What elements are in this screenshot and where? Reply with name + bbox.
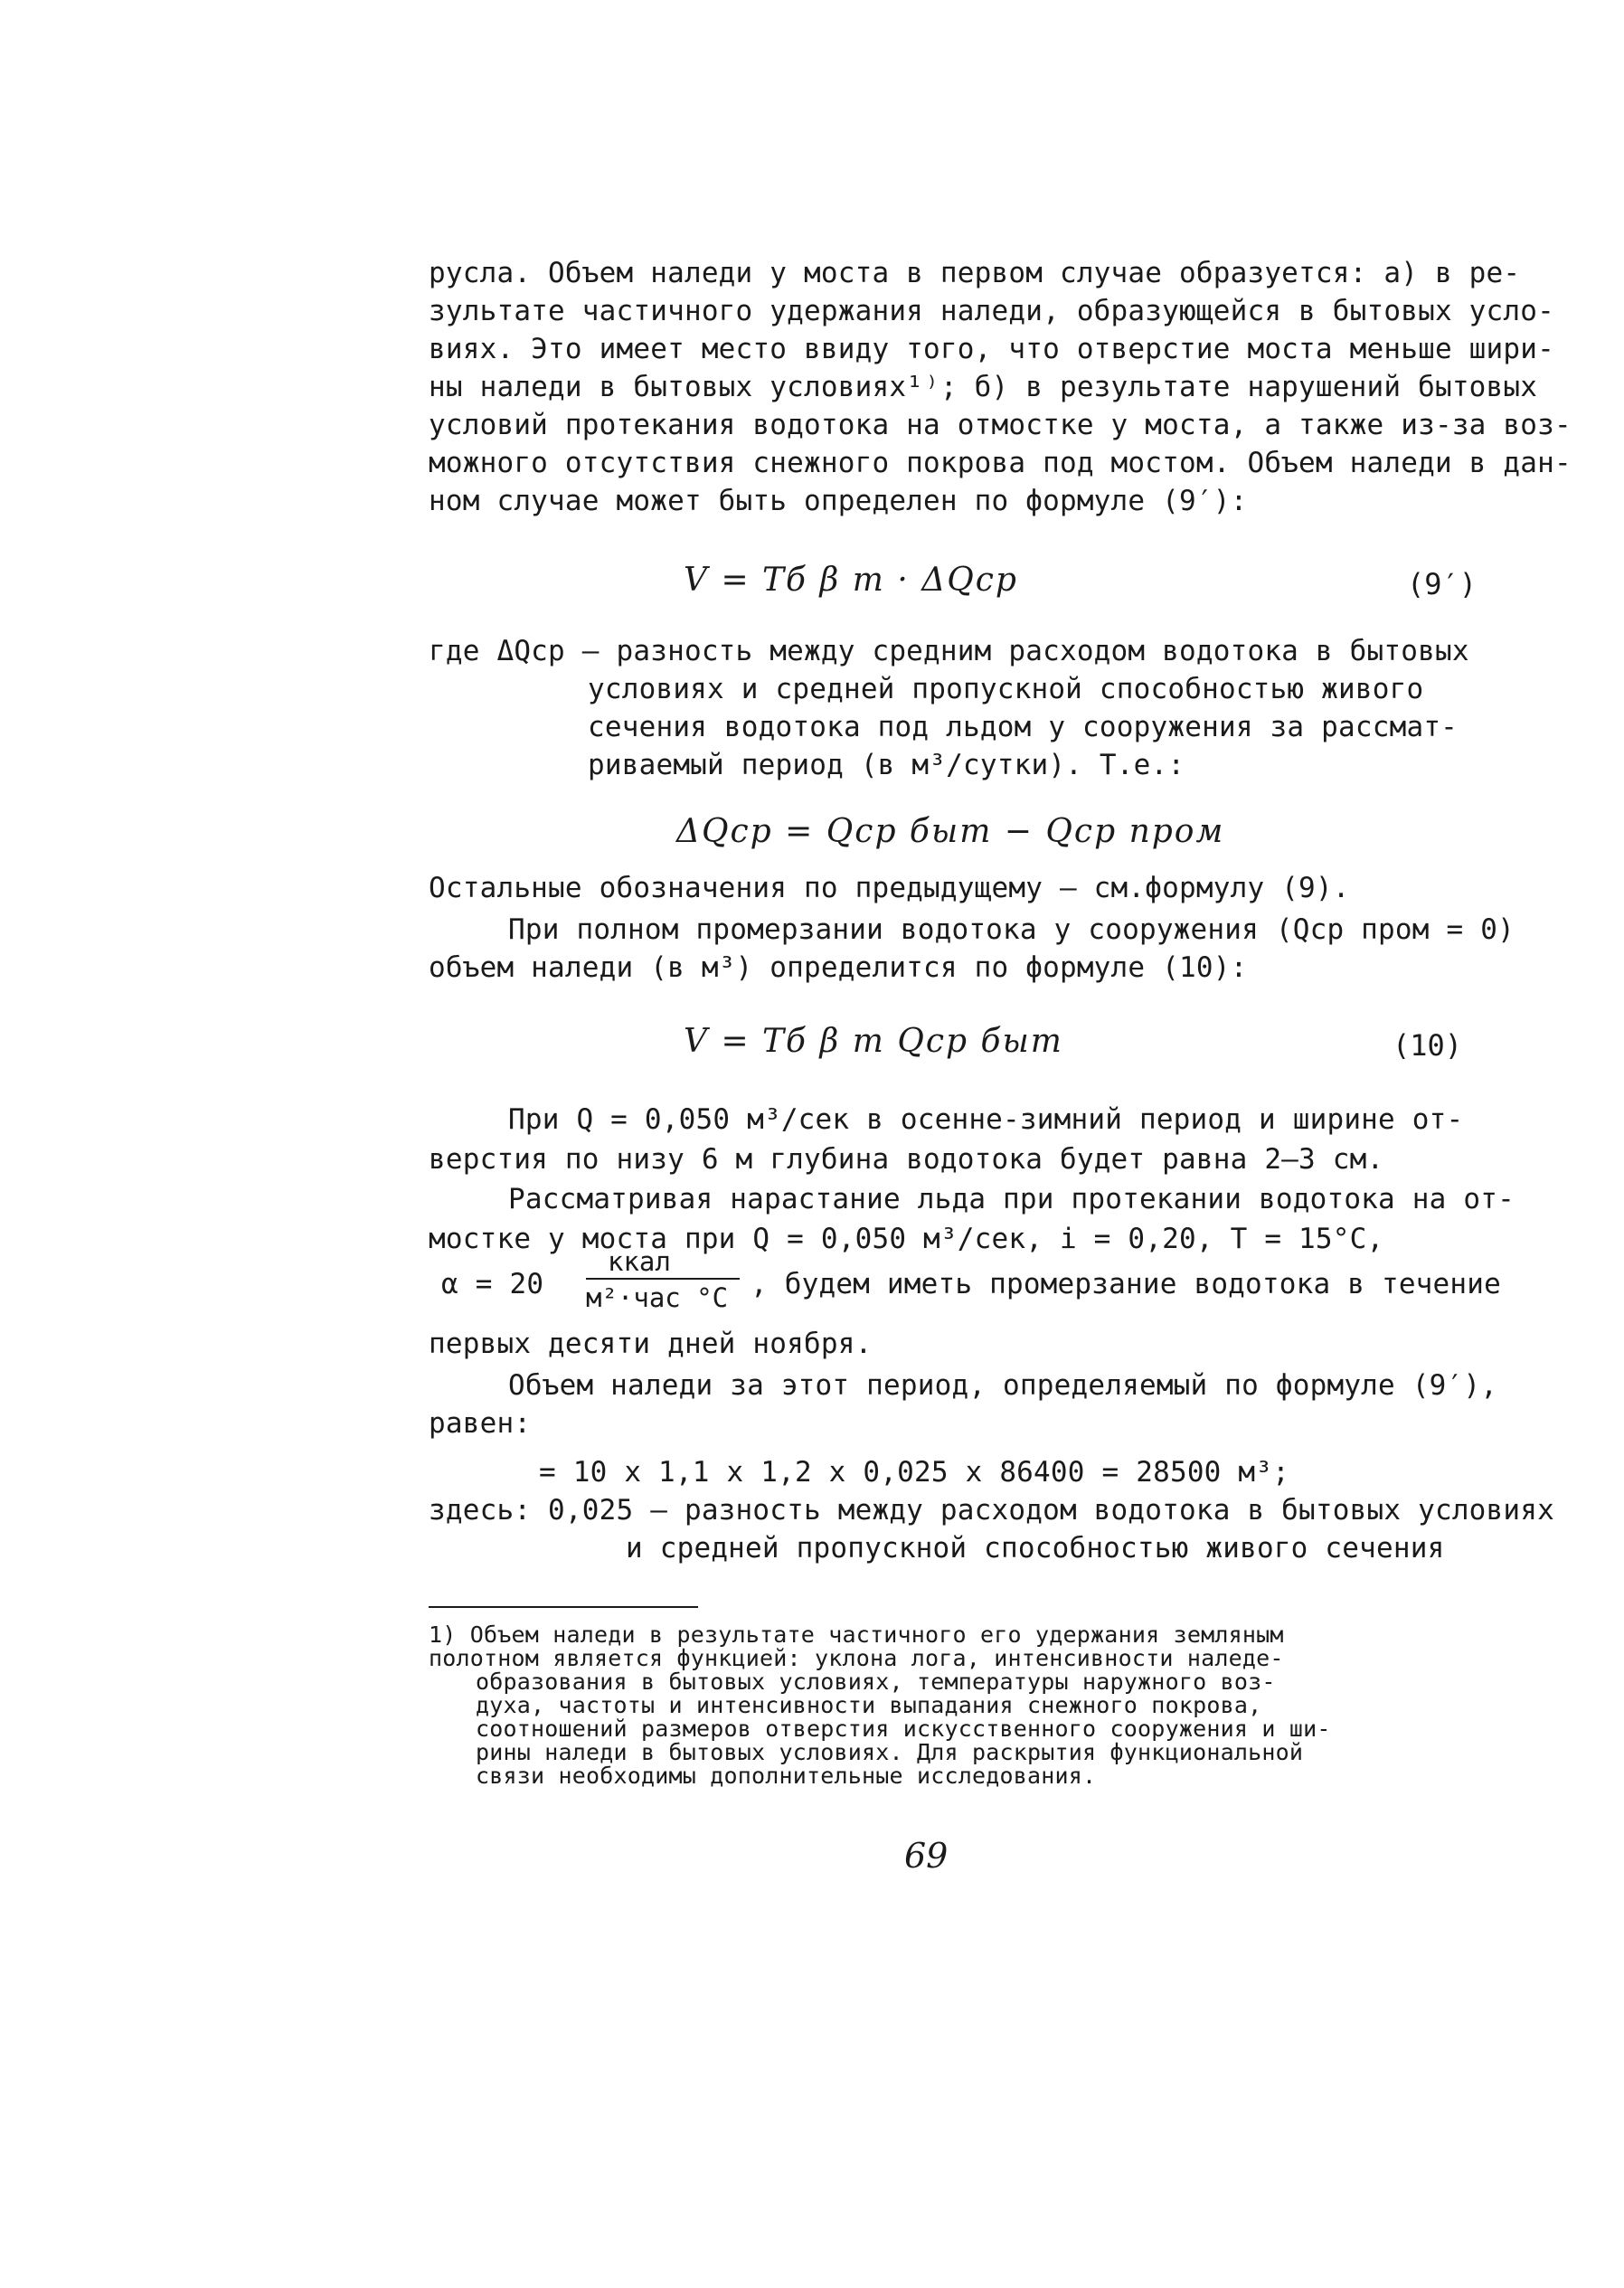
- equation-number: (10): [1393, 1028, 1463, 1063]
- alpha-label: α = 20: [441, 1268, 544, 1300]
- text-line: здесь: 0,025 – разность между расходом водотока в бытовых условиях: [429, 1494, 1554, 1527]
- text-line: условий протекания водотока на отмостке у моста, а также из-за воз-: [429, 409, 1572, 441]
- text-line: риваемый период (в м³/сутки). Т.е.:: [588, 749, 1185, 781]
- footnote-line: образования в бытовых условиях, температуры наружного воз-: [476, 1669, 1276, 1695]
- footnote-line: рины наледи в бытовых условиях. Для раскрытия функциональной: [476, 1739, 1304, 1765]
- text-line: ном случае может быть определен по формуле (9′):: [429, 485, 1248, 517]
- text-line: можного отсутствия снежного покрова под мостом. Объем наледи в дан-: [429, 447, 1572, 479]
- text-line: где ΔQср – разность между средним расходом водотока в бытовых: [429, 635, 1469, 667]
- footnote-separator: [429, 1606, 698, 1608]
- fraction-denominator: м²·час °С: [586, 1282, 729, 1313]
- page-number: 69: [904, 1836, 949, 1876]
- equation-number: (9′): [1407, 567, 1478, 601]
- text-line: равен:: [429, 1407, 532, 1440]
- text-line: Остальные обозначения по предыдущему – см.формулу (9).: [429, 872, 1350, 904]
- text-line: , будем иметь промерзание водотока в течение: [751, 1268, 1501, 1300]
- text-line: и средней пропускной способностью живого сечения: [626, 1532, 1445, 1565]
- text-line: зультате частичного удержания наледи, образующейся в бытовых усло-: [429, 295, 1554, 327]
- text-line: виях. Это имеет место ввиду того, что отверстие моста меньше шири-: [429, 333, 1554, 365]
- footnote-line: 1) Объем наледи в результате частичного его удержания земляным: [429, 1621, 1284, 1648]
- text-line: объем наледи (в м³) определится по формуле (10):: [429, 951, 1248, 984]
- text-line: сечения водотока под льдом у сооружения за рассмат-: [588, 711, 1459, 743]
- text-line: ны наледи в бытовых условиях¹⁾; б) в результате нарушений бытовых: [429, 371, 1538, 403]
- footnote-line: полотном является функцией: уклона лога, интенсивности наледе-: [429, 1645, 1284, 1671]
- text-line: русла. Объем наледи у моста в первом случае образуется: а) в ре-: [429, 257, 1521, 289]
- text-line: При Q = 0,050 м³/сек в осенне-зимний период и ширине от-: [508, 1103, 1464, 1136]
- text-line: При полном промерзании водотока у сооружения (Qср пром = 0): [508, 913, 1515, 946]
- formula-delta-q: ΔQср = Qср быт − Qср пром: [676, 813, 1225, 850]
- formula-9-prime: V = Tб β m · ΔQср: [684, 562, 1018, 599]
- volume-calculation: = 10 x 1,1 x 1,2 x 0,025 x 86400 = 28500 м³;: [539, 1456, 1289, 1489]
- text-line: первых десяти дней ноября.: [429, 1328, 873, 1360]
- text-line: Рассматривая нарастание льда при протекании водотока на от-: [508, 1183, 1515, 1215]
- fraction-numerator: ккал: [608, 1246, 671, 1277]
- formula-10: V = Tб β m Qср быт: [684, 1023, 1063, 1060]
- text-line: Объем наледи за этот период, определяемый по формуле (9′),: [508, 1369, 1498, 1402]
- footnote-line: связи необходимы дополнительные исследования.: [476, 1763, 1097, 1789]
- text-line: мостке у моста при Q = 0,050 м³/сек, i = 0,20, T = 15°С,: [429, 1223, 1384, 1255]
- fraction-bar: [586, 1278, 740, 1280]
- text-line: условиях и средней пропускной способностью живого: [588, 673, 1424, 705]
- text-line: верстия по низу 6 м глубина водотока будет равна 2–3 см.: [429, 1143, 1384, 1176]
- footnote-line: соотношений размеров отверстия искусственного сооружения и ши-: [476, 1716, 1331, 1742]
- footnote-line: духа, частоты и интенсивности выпадания снежного покрова,: [476, 1692, 1262, 1718]
